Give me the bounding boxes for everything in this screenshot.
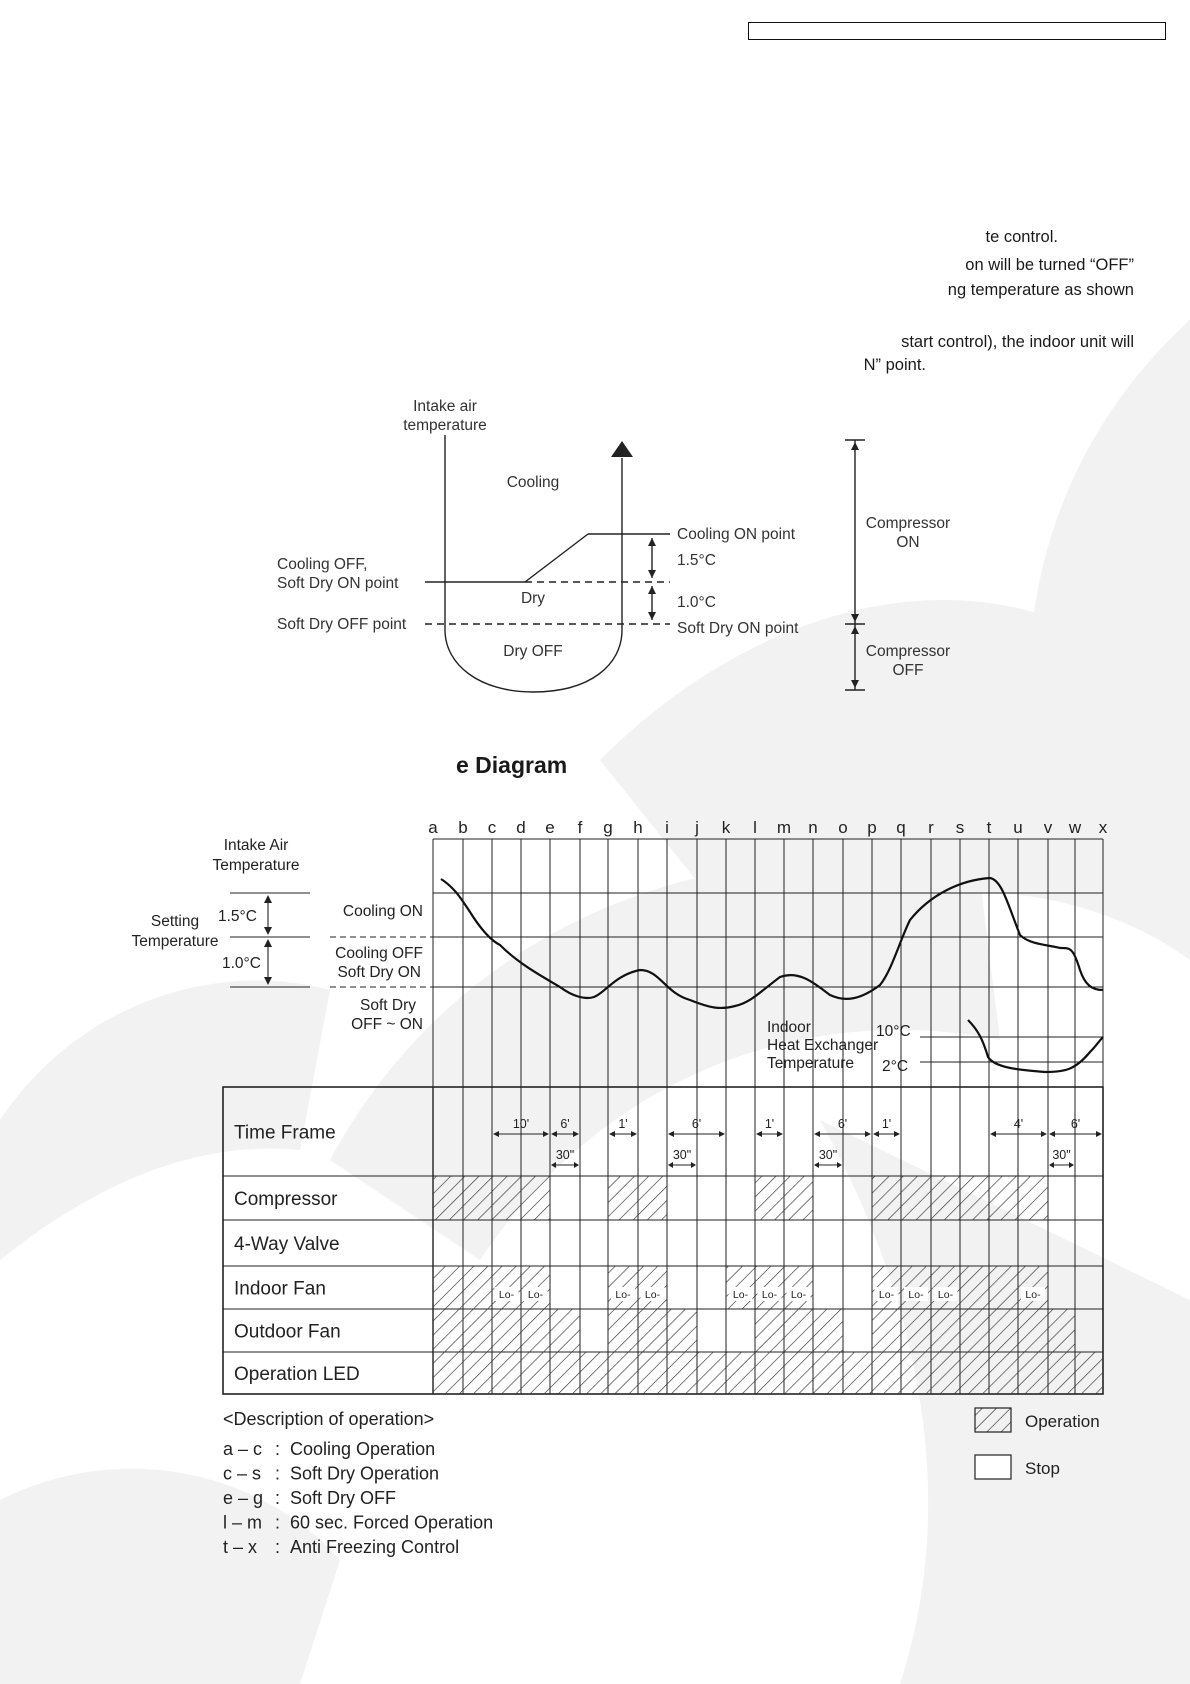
shade-outdoor-fan-n	[813, 1309, 843, 1352]
section-title: e Diagram	[456, 752, 568, 778]
duration-label: 10'	[512, 1117, 530, 1131]
duration-label: 6'	[560, 1117, 570, 1131]
column-label-l: l	[753, 818, 757, 837]
row-label-outdoor-fan: Outdoor Fan	[234, 1321, 341, 1343]
compressor-on-label: Compressor	[865, 515, 951, 532]
column-label-h: h	[633, 818, 643, 837]
compressor-off-state: OFF	[892, 662, 924, 679]
column-label-w: w	[1068, 818, 1082, 837]
delta-upper-label: 1.5°C	[677, 552, 716, 569]
shade-operation-led-d	[521, 1352, 550, 1394]
delta-lower-label: 1.0°C	[677, 594, 716, 611]
column-label-m: m	[776, 818, 792, 837]
intake-temp-curve	[441, 878, 1103, 1008]
column-label-g: g	[603, 818, 613, 837]
shade-operation-led-o	[843, 1352, 872, 1394]
lo-label: Lo-	[527, 1289, 544, 1301]
temp-10c-label: 10°C	[876, 1023, 911, 1040]
shade-operation-led-n	[813, 1352, 843, 1394]
shade-indoor-fan-a	[433, 1266, 463, 1309]
lo-label: Lo-	[498, 1289, 515, 1301]
description-code: e – g	[223, 1488, 264, 1508]
shade-outdoor-fan-u	[1018, 1309, 1048, 1352]
shade-outdoor-fan-r	[931, 1309, 960, 1352]
lo-label: Lo-	[615, 1289, 631, 1301]
shade-compressor-c	[492, 1176, 521, 1220]
dry-zone-label: Dry	[520, 590, 546, 607]
text-fragment-3: ng temperature as shown	[947, 281, 1134, 299]
duration-label: 4'	[1013, 1117, 1024, 1131]
shade-compressor-g	[608, 1176, 638, 1220]
column-label-j: j	[695, 818, 699, 837]
soft-dry-on-t-label: Soft Dry ON	[337, 964, 421, 981]
shade-operation-led-w	[1075, 1352, 1103, 1394]
column-label-c: c	[487, 818, 497, 837]
column-label-a: a	[428, 818, 438, 837]
legend-operation-swatch	[975, 1408, 1011, 1432]
legend-stop-label: Stop	[1025, 1459, 1060, 1478]
shade-compressor-u	[1018, 1176, 1048, 1220]
shade-outdoor-fan-e	[550, 1309, 580, 1352]
description-colon: :	[275, 1512, 281, 1533]
shade-operation-led-u	[1018, 1352, 1048, 1394]
soft-dry-on-point-label: Soft Dry ON point	[677, 620, 799, 637]
text-fragment-2: on will be turned “OFF”	[965, 256, 1134, 274]
shade-outdoor-fan-l	[755, 1309, 784, 1352]
shade-compressor-t	[989, 1176, 1018, 1220]
duration-label: 6'	[1070, 1117, 1081, 1131]
description-code: a – c	[223, 1439, 263, 1459]
shade-operation-led-m	[784, 1352, 813, 1394]
cooling-off-t-label: Cooling OFF	[335, 945, 423, 962]
duration-label: 6'	[691, 1117, 702, 1131]
legend-operation-label: Operation	[1025, 1412, 1100, 1431]
column-label-x: x	[1098, 818, 1108, 837]
lo-label: Lo-	[908, 1289, 924, 1301]
description-code: l – m	[223, 1512, 263, 1533]
cooling-on-t-label: Cooling ON	[342, 903, 423, 920]
row-label-indoor-fan: Indoor Fan	[234, 1278, 326, 1300]
indoor-hx-label-3: Temperature	[767, 1055, 855, 1072]
shade-outdoor-fan-c	[492, 1309, 521, 1352]
shade-outdoor-fan-v	[1048, 1309, 1075, 1352]
shade-outdoor-fan-a	[433, 1309, 463, 1352]
indoor-hx-label-2: Heat Exchanger	[767, 1037, 879, 1054]
row-label-operation-led: Operation LED	[234, 1364, 360, 1385]
shade-outdoor-fan-g	[608, 1309, 638, 1352]
shade-outdoor-fan-i	[667, 1309, 697, 1352]
compressor-on-state: ON	[896, 534, 920, 551]
lo-label: Lo-	[1025, 1289, 1041, 1301]
shade-outdoor-fan-b	[463, 1309, 492, 1352]
column-label-r: r	[928, 818, 934, 837]
shade-operation-led-j	[697, 1352, 726, 1394]
description-colon: :	[275, 1439, 281, 1459]
soft-dry-off-point-label: Soft Dry OFF point	[277, 616, 407, 633]
indoor-hx-label-1: Indoor	[767, 1019, 811, 1036]
thirty-sec-label: 30"	[818, 1148, 838, 1162]
description-text: Soft Dry OFF	[290, 1488, 397, 1508]
shade-compressor-s	[960, 1176, 989, 1220]
intake-air-label: Intake air	[413, 398, 477, 415]
duration-label: 1'	[764, 1117, 775, 1131]
column-label-d: d	[516, 818, 526, 837]
shade-operation-led-g	[608, 1352, 638, 1394]
shade-operation-led-f	[580, 1352, 608, 1394]
column-label-i: i	[665, 818, 669, 837]
lo-label: Lo-	[761, 1289, 778, 1301]
description-text: Cooling Operation	[290, 1439, 436, 1459]
description-text: 60 sec. Forced Operation	[290, 1512, 494, 1533]
thirty-sec-label: 30"	[1052, 1148, 1071, 1162]
column-label-b: b	[458, 818, 468, 837]
shade-indoor-fan-t	[989, 1266, 1018, 1309]
shade-indoor-fan-b	[463, 1266, 492, 1309]
shade-operation-led-p	[872, 1352, 901, 1394]
shade-operation-led-a	[433, 1352, 463, 1394]
column-label-q: q	[896, 818, 906, 837]
setting-temp-label-2: Temperature	[131, 933, 219, 950]
duration-label: 6'	[837, 1117, 848, 1131]
intake-air-temp-label: Intake Air	[223, 837, 289, 854]
soft-dry-t-label: Soft Dry	[360, 997, 416, 1014]
indoor-hx-temp-curve	[968, 1020, 1103, 1072]
compressor-off-label: Compressor	[865, 643, 951, 660]
cooling-zone-label: Cooling	[506, 474, 560, 491]
description-colon: :	[275, 1463, 281, 1484]
column-label-s: s	[955, 818, 965, 837]
shade-compressor-l	[755, 1176, 784, 1220]
shade-outdoor-fan-s	[960, 1309, 989, 1352]
column-label-v: v	[1043, 818, 1053, 837]
shade-compressor-a	[433, 1176, 463, 1220]
shade-outdoor-fan-p	[872, 1309, 901, 1352]
legend-stop-swatch	[975, 1455, 1011, 1479]
lo-label: Lo-	[790, 1289, 807, 1301]
row-label-4-way-valve: 4-Way Valve	[234, 1234, 340, 1255]
shade-compressor-b	[463, 1176, 492, 1220]
lo-label: Lo-	[644, 1289, 661, 1301]
shade-operation-led-s	[960, 1352, 989, 1394]
dry-off-zone-label: Dry OFF	[503, 643, 563, 660]
shade-compressor-m	[784, 1176, 813, 1220]
shade-operation-led-v	[1048, 1352, 1075, 1394]
shade-compressor-h	[638, 1176, 667, 1220]
shade-operation-led-i	[667, 1352, 697, 1394]
shade-compressor-p	[872, 1176, 901, 1220]
shade-compressor-q	[901, 1176, 931, 1220]
column-label-o: o	[838, 818, 848, 837]
intake-air-temp-label-2: Temperature	[212, 857, 300, 874]
setting-temp-label: Setting	[150, 913, 200, 930]
column-label-n: n	[808, 818, 818, 837]
row-label-compressor: Compressor	[234, 1189, 338, 1210]
column-label-t: t	[986, 818, 992, 837]
row-label-time-frame: Time Frame	[234, 1122, 336, 1144]
shade-indoor-fan-s	[960, 1266, 989, 1309]
shade-outdoor-fan-q	[901, 1309, 931, 1352]
column-label-k: k	[721, 818, 731, 837]
duration-label: 1'	[618, 1117, 628, 1131]
thirty-sec-label: 30"	[555, 1148, 575, 1162]
shade-operation-led-k	[726, 1352, 755, 1394]
lo-label: Lo-	[937, 1289, 954, 1301]
description-text: Soft Dry Operation	[290, 1463, 440, 1484]
shade-operation-led-r	[931, 1352, 960, 1394]
description-code: t – x	[223, 1537, 258, 1557]
column-label-f: f	[577, 818, 583, 837]
shade-compressor-r	[931, 1176, 960, 1220]
lo-label: Lo-	[732, 1289, 749, 1301]
text-fragment-1: te control.	[985, 228, 1058, 246]
description-colon: :	[275, 1537, 281, 1557]
column-label-p: p	[867, 818, 877, 837]
temperature-label: temperature	[403, 417, 487, 434]
shade-outdoor-fan-h	[638, 1309, 667, 1352]
shade-outdoor-fan-d	[521, 1309, 550, 1352]
shade-operation-led-t	[989, 1352, 1018, 1394]
soft-dry-on-point-left-label: Soft Dry ON point	[277, 575, 399, 592]
shade-outdoor-fan-t	[989, 1309, 1018, 1352]
thirty-sec-label: 30"	[672, 1148, 692, 1162]
description-text: Anti Freezing Control	[290, 1537, 460, 1557]
description-colon: :	[275, 1488, 281, 1508]
text-fragment-4: start control), the indoor unit will	[901, 333, 1134, 351]
shade-operation-led-h	[638, 1352, 667, 1394]
shade-outdoor-fan-m	[784, 1309, 813, 1352]
lo-label: Lo-	[878, 1289, 895, 1301]
description-code: c – s	[223, 1463, 262, 1484]
delta-lower-t-label: 1.0°C	[222, 955, 261, 972]
delta-upper-t-label: 1.5°C	[218, 908, 257, 925]
shade-operation-led-e	[550, 1352, 580, 1394]
cooling-on-point-label: Cooling ON point	[677, 526, 796, 543]
shade-operation-led-c	[492, 1352, 521, 1394]
shade-operation-led-b	[463, 1352, 492, 1394]
column-label-u: u	[1013, 818, 1023, 837]
duration-label: 1'	[881, 1117, 892, 1131]
temp-2c-label: 2°C	[882, 1058, 909, 1075]
text-fragment-5: N” point.	[863, 356, 926, 374]
shade-compressor-d	[521, 1176, 550, 1220]
cooling-off-label: Cooling OFF,	[277, 556, 368, 573]
off-on-t-label: OFF ~ ON	[351, 1016, 423, 1033]
description-title: <Description of operation>	[223, 1409, 435, 1429]
column-label-e: e	[545, 818, 555, 837]
shade-operation-led-q	[901, 1352, 931, 1394]
shade-operation-led-l	[755, 1352, 784, 1394]
